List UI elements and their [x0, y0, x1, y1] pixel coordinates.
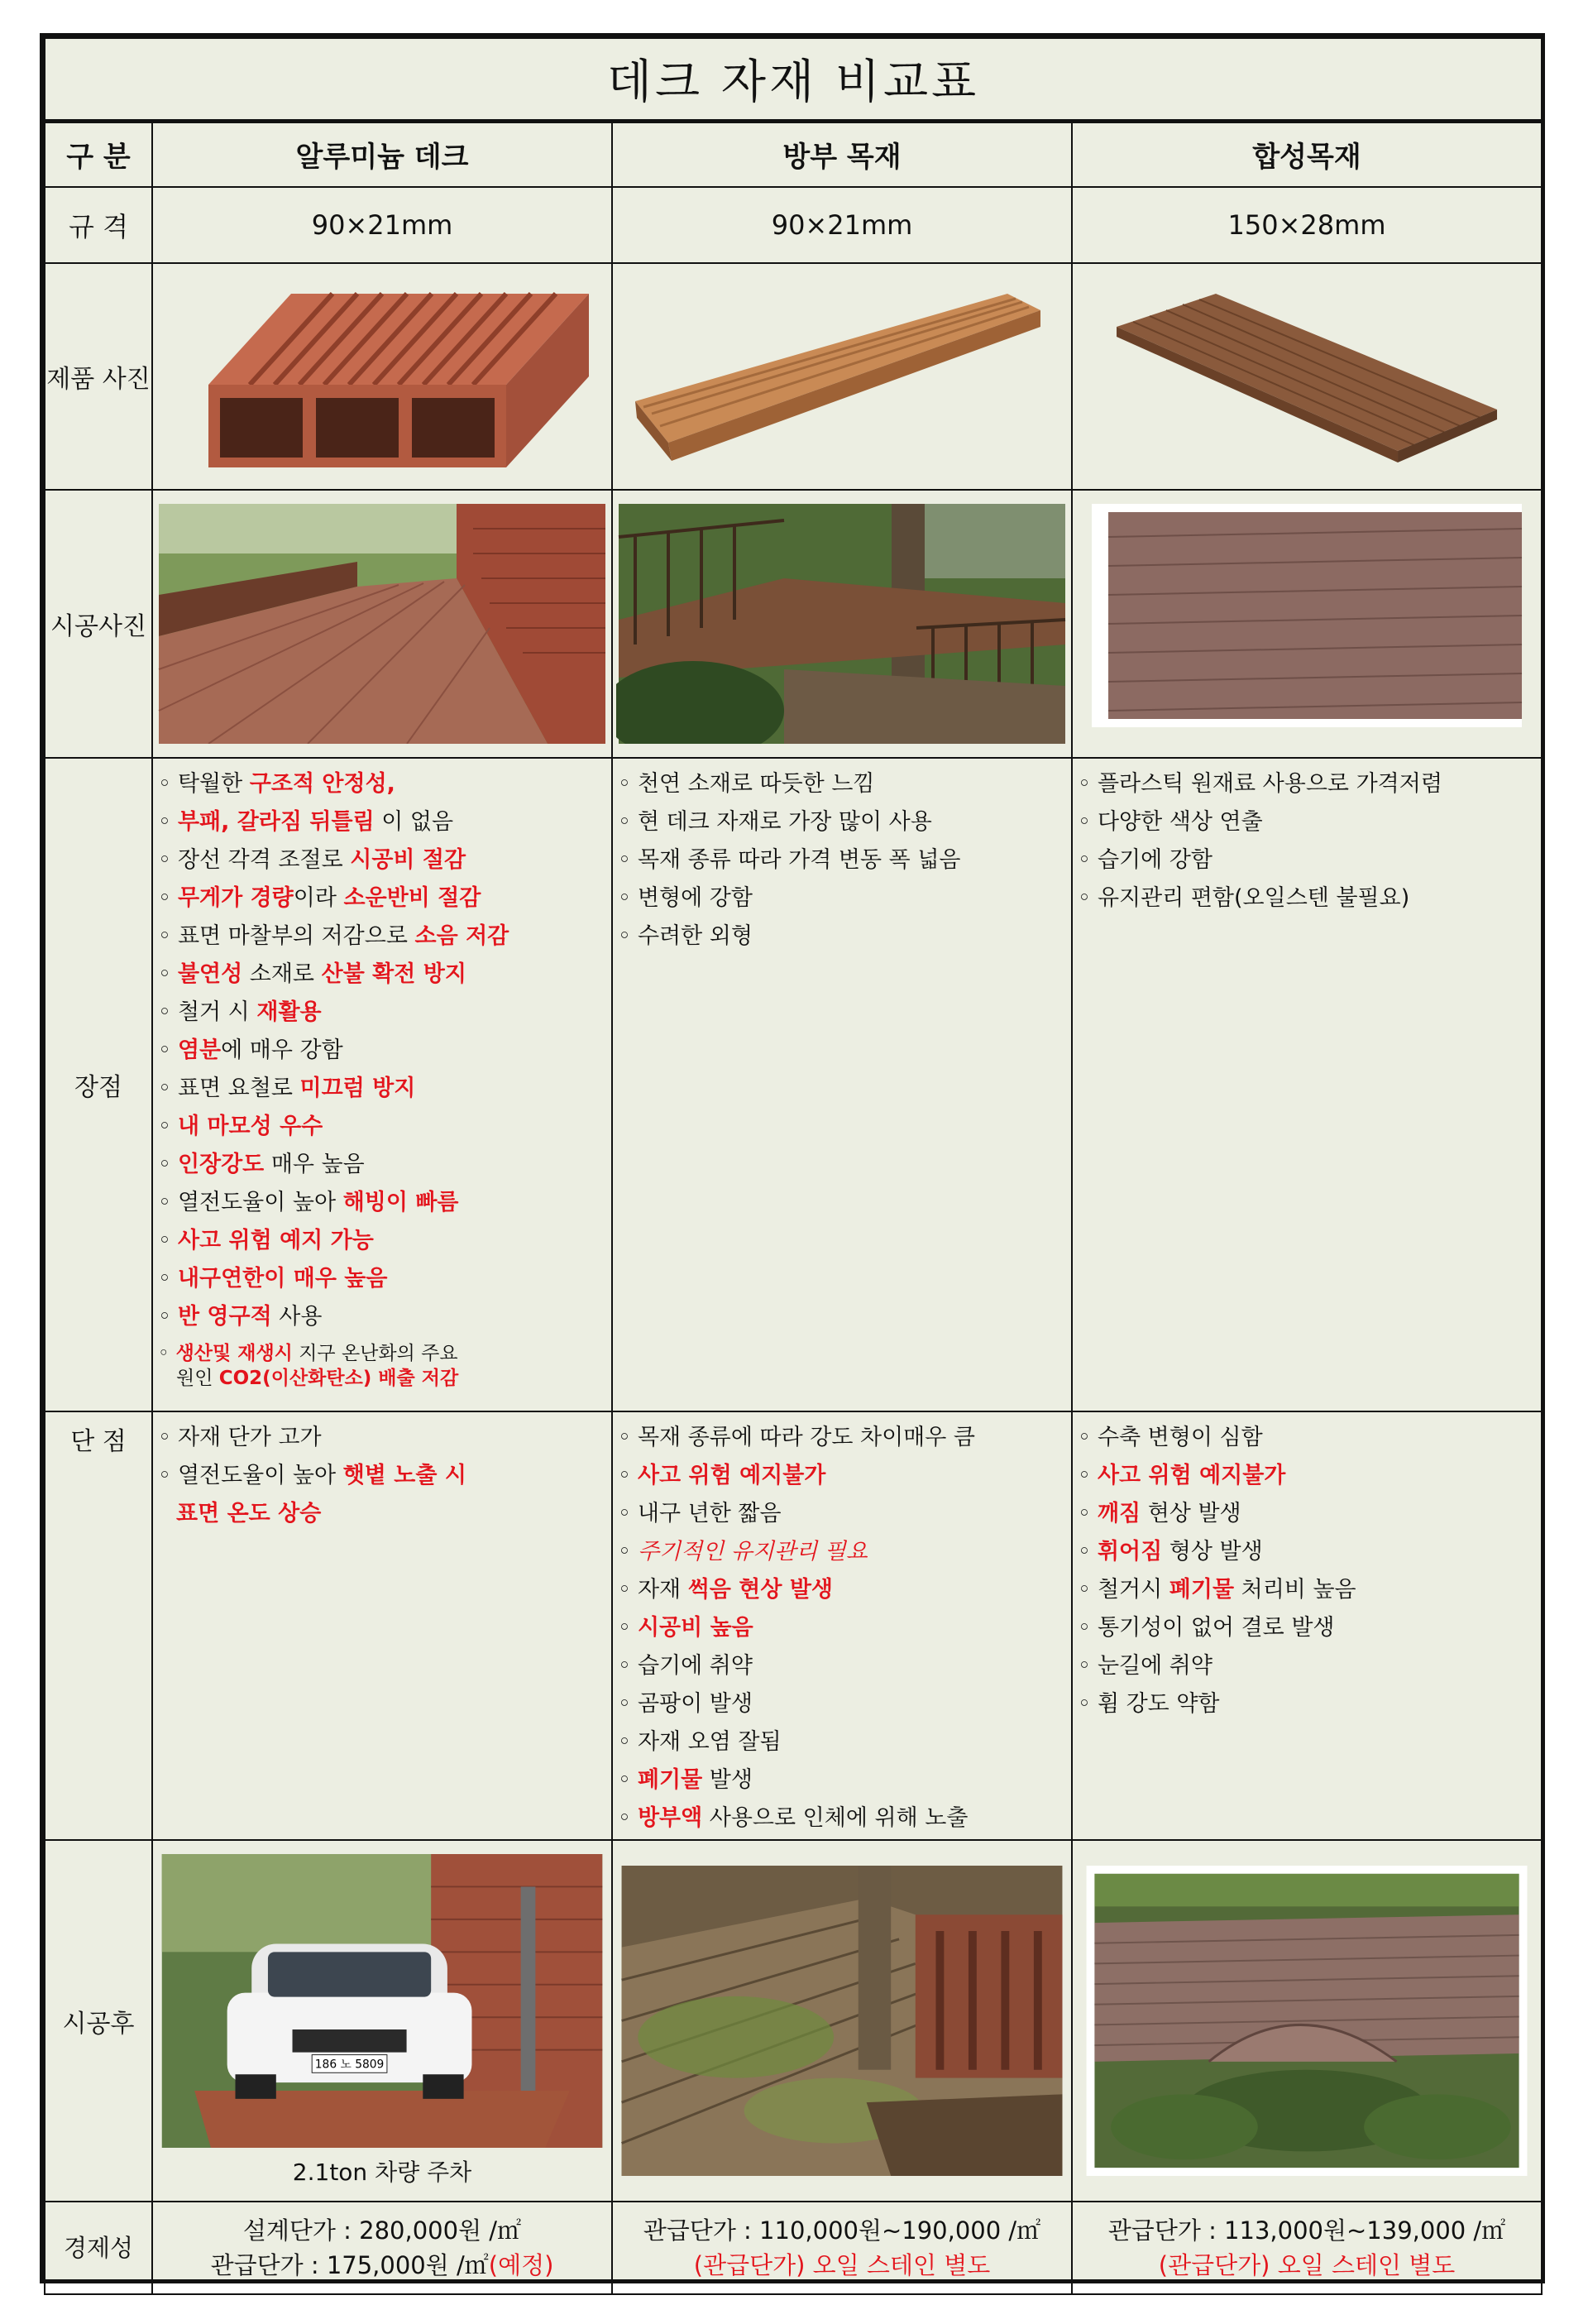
item-text: 장선 각격 조절로 — [177, 847, 351, 873]
item-text: 내구 년한 짧음 — [637, 1501, 782, 1526]
item-highlight: 미끄럼 방지 — [299, 1076, 416, 1101]
list-item — [1078, 1685, 1536, 1723]
list-item — [158, 879, 606, 918]
item-text: 목재 종류 따라 가격 변동 폭 넓음 — [637, 847, 961, 873]
cons-treated-wood — [612, 1411, 1072, 1840]
item-highlight: 깨짐 — [1097, 1501, 1141, 1526]
bullet-icon: ◦ — [618, 1767, 631, 1793]
aluminum-deck-installed-image — [156, 504, 608, 744]
composite-board-image — [1076, 277, 1538, 476]
item-highlight: 휘어짐 — [1097, 1539, 1163, 1565]
list-item — [618, 841, 1066, 879]
economy-composite — [1072, 2202, 1542, 2294]
bullet-icon: ◦ — [1078, 809, 1091, 835]
item-highlight: CO2(이산화탄소) 배출 저감 — [218, 1368, 459, 1389]
list-item — [158, 1419, 606, 1457]
list-item — [1078, 879, 1536, 918]
item-highlight: 불연성 — [177, 961, 243, 987]
item-text: 처리비 높음 — [1234, 1577, 1356, 1603]
list-item — [1078, 1419, 1536, 1457]
list-item — [1078, 1609, 1536, 1647]
bullet-icon: ◦ — [618, 1805, 631, 1831]
install-photo-label: 시공사진 — [45, 490, 152, 758]
economy-aluminum-design-price: 설계단가 : 280,000원 /㎡ — [242, 2216, 522, 2245]
bullet-icon: ◦ — [618, 1425, 631, 1450]
bullet-icon: ◦ — [1078, 1615, 1091, 1641]
treated-wood-installed-image — [616, 504, 1068, 744]
bullet-icon: ◦ — [158, 1152, 171, 1177]
bullet-icon: ◦ — [1078, 771, 1091, 797]
economy-aluminum-gov-price — [153, 2248, 611, 2283]
item-highlight: 폐기물 — [637, 1767, 703, 1793]
item-text: 사용으로 인체에 위해 노출 — [702, 1805, 969, 1831]
list-item — [158, 1336, 606, 1391]
economy-aluminum-gov-price-text: 관급단가 : 175,000원 /㎡ — [210, 2251, 489, 2279]
after-photo-treated-wood — [612, 1840, 1072, 2202]
item-text: 매우 높음 — [264, 1152, 365, 1177]
item-text: 휨 강도 약함 — [1097, 1691, 1220, 1717]
spec-aluminum: 90×21mm — [152, 187, 612, 263]
bullet-icon: ◦ — [158, 1425, 171, 1450]
list-item — [618, 765, 1066, 803]
economy-aluminum — [152, 2202, 612, 2294]
list-item — [618, 879, 1066, 918]
license-plate: 186 노 5809 — [314, 2058, 385, 2072]
bullet-icon: ◦ — [618, 847, 631, 873]
item-text: 탁월한 — [177, 771, 250, 797]
item-text: 철거 시 — [177, 999, 257, 1025]
treated-wood-plank-image — [616, 277, 1068, 476]
list-item — [618, 918, 1066, 956]
list-item — [1078, 765, 1536, 803]
item-text: 습기에 강함 — [1097, 847, 1213, 873]
list-item — [158, 956, 606, 994]
list-item — [158, 1184, 606, 1222]
item-highlight: 표면 온도 상승 — [176, 1501, 322, 1526]
product-photo-aluminum — [152, 263, 612, 490]
spec-label: 규 격 — [45, 187, 152, 263]
list-item — [158, 1457, 606, 1495]
item-highlight: 내구연한이 매우 높음 — [177, 1266, 388, 1291]
bullet-icon: ◦ — [1078, 1653, 1091, 1679]
product-photo-treated-wood — [612, 263, 1072, 490]
install-photo-composite — [1072, 490, 1542, 758]
install-photo-aluminum — [152, 490, 612, 758]
item-text: 천연 소재로 따듯한 느낌 — [637, 771, 875, 797]
pros-composite — [1072, 758, 1542, 1411]
economy-treated-wood — [612, 2202, 1072, 2294]
comparison-table — [44, 37, 1543, 2295]
item-highlight: 염분 — [177, 1037, 222, 1063]
item-text: 이 없음 — [374, 809, 454, 835]
item-highlight: 반 영구적 — [177, 1304, 272, 1330]
pros-composite-list — [1078, 765, 1536, 918]
bullet-icon: ◦ — [1078, 1463, 1091, 1488]
warped-composite-deck-image — [1076, 1866, 1538, 2176]
bullet-icon: ◦ — [158, 885, 171, 911]
bullet-icon: ◦ — [1078, 1539, 1091, 1565]
economy-aluminum-planned: (예정) — [488, 2251, 554, 2279]
bullet-icon: ◦ — [158, 961, 171, 987]
item-text: 원인 — [176, 1368, 219, 1389]
list-item-continuation — [158, 1495, 606, 1533]
bullet-icon: ◦ — [1078, 847, 1091, 873]
item-highlight: 해빙이 빠름 — [342, 1190, 459, 1215]
list-item — [158, 1222, 606, 1260]
list-item — [158, 841, 606, 879]
item-text: 현 데크 자재로 가장 많이 사용 — [637, 809, 932, 835]
item-highlight: 무게가 경량 — [177, 885, 294, 911]
item-highlight: 시공비 절감 — [350, 847, 466, 873]
bullet-icon: ◦ — [158, 999, 171, 1025]
item-highlight: 인장강도 — [177, 1152, 265, 1177]
item-text: 표면 마찰부의 저감으로 — [177, 923, 415, 949]
pros-treated-wood-list — [618, 765, 1066, 956]
bullet-icon: ◦ — [158, 1304, 171, 1330]
bullet-icon: ◦ — [618, 1653, 631, 1679]
item-text: 수축 변형이 심함 — [1097, 1425, 1263, 1450]
spec-treated-wood: 90×21mm — [612, 187, 1072, 263]
item-highlight: 폐기물 — [1169, 1577, 1235, 1603]
item-text: 현상 발생 — [1141, 1501, 1241, 1526]
item-highlight: 썩음 현상 발생 — [687, 1577, 833, 1603]
list-item — [158, 918, 606, 956]
item-highlight-italic: 주기적인 유지관리 필요 — [637, 1539, 868, 1565]
list-item — [1078, 1571, 1536, 1609]
item-highlight: 햇볕 노출 시 — [342, 1463, 466, 1488]
cons-label: 단 점 — [45, 1411, 152, 1840]
bullet-icon: ◦ — [1078, 1425, 1091, 1450]
list-item — [158, 1070, 606, 1108]
item-highlight: 산불 확전 방지 — [321, 961, 466, 987]
item-highlight: 소운반비 절감 — [343, 885, 481, 911]
bullet-icon: ◦ — [158, 1463, 171, 1488]
bullet-icon: ◦ — [158, 771, 171, 797]
list-item — [158, 1260, 606, 1298]
cons-composite — [1072, 1411, 1542, 1840]
list-item — [158, 1032, 606, 1070]
item-highlight: 내 마모성 우수 — [177, 1114, 323, 1139]
aluminum-deck-profile-image — [156, 277, 608, 476]
bullet-icon: ◦ — [1078, 1577, 1091, 1603]
list-item — [1078, 841, 1536, 879]
item-text: 발생 — [702, 1767, 753, 1793]
item-text: 습기에 취약 — [637, 1653, 753, 1679]
after-caption-aluminum: 2.1ton 차량 주차 — [292, 2159, 472, 2186]
list-item — [618, 1419, 1066, 1457]
list-item — [1078, 1533, 1536, 1571]
item-highlight: 방부액 — [637, 1805, 703, 1831]
list-item — [1078, 803, 1536, 841]
item-highlight: 재활용 — [256, 999, 322, 1025]
item-highlight: 구조적 안정성, — [249, 771, 395, 797]
item-text: 형상 발생 — [1162, 1539, 1263, 1565]
cons-aluminum-list — [158, 1419, 606, 1533]
list-item — [618, 1723, 1066, 1761]
comparison-sheet — [40, 33, 1545, 2283]
item-text: 자재 단가 고가 — [177, 1425, 322, 1450]
bullet-icon: ◦ — [618, 885, 631, 911]
item-text: 수려한 외형 — [637, 923, 753, 949]
page-title: 데크 자재 비교표 — [45, 38, 1542, 121]
product-photo-composite — [1072, 263, 1542, 490]
pros-label: 장점 — [45, 758, 152, 1411]
bullet-icon: ◦ — [1078, 885, 1091, 911]
item-text: 눈길에 취약 — [1097, 1653, 1213, 1679]
economy-composite-note: (관급단가) 오일 스테인 별도 — [1158, 2251, 1456, 2279]
list-item — [158, 994, 606, 1032]
item-text: 변형에 강함 — [637, 885, 753, 911]
item-highlight: 사고 위험 예지 가능 — [177, 1228, 374, 1253]
list-item — [618, 1647, 1066, 1685]
bullet-icon: ◦ — [158, 1266, 171, 1291]
bullet-icon: ◦ — [158, 923, 171, 949]
bullet-icon: ◦ — [618, 1577, 631, 1603]
list-item — [158, 1146, 606, 1184]
bullet-icon: ◦ — [618, 1463, 631, 1488]
pros-aluminum — [152, 758, 612, 1411]
list-item — [158, 765, 606, 803]
bullet-icon: ◦ — [158, 1076, 171, 1101]
list-item — [618, 1571, 1066, 1609]
list-item — [618, 1685, 1066, 1723]
item-highlight: 부패, 갈라짐 뒤틀림 — [177, 809, 375, 835]
parked-car-on-deck-image — [156, 1854, 608, 2148]
bullet-icon: ◦ — [618, 1615, 631, 1641]
item-text: 목재 종류에 따라 강도 차이매우 큼 — [637, 1425, 975, 1450]
item-highlight: 사고 위험 예지불가 — [1097, 1463, 1286, 1488]
item-text: 열전도율이 높아 — [177, 1190, 343, 1215]
item-text: 자재 — [637, 1577, 688, 1603]
after-photo-composite — [1072, 1840, 1542, 2202]
bullet-icon: ◦ — [618, 771, 631, 797]
item-text: 플라스틱 원재료 사용으로 가격저렴 — [1097, 771, 1442, 797]
product-photo-label: 제품 사진 — [45, 263, 152, 490]
cons-treated-wood-list — [618, 1419, 1066, 1838]
bullet-icon: ◦ — [158, 847, 171, 873]
item-text: 자재 오염 잘됨 — [637, 1729, 782, 1755]
bullet-icon: ◦ — [1078, 1691, 1091, 1717]
bullet-icon: ◦ — [618, 1691, 631, 1717]
list-item — [158, 1108, 606, 1146]
header-composite: 합성목재 — [1072, 121, 1542, 187]
item-text: 지구 온난화의 주요 — [292, 1343, 458, 1364]
item-text: 통기성이 없어 결로 발생 — [1097, 1615, 1335, 1641]
item-highlight: 생산및 재생시 — [175, 1343, 293, 1364]
economy-label: 경제성 — [45, 2202, 152, 2294]
list-item — [618, 1609, 1066, 1647]
bullet-icon: ◦ — [158, 1114, 171, 1139]
bullet-icon: ◦ — [1078, 1501, 1091, 1526]
item-text: 다양한 색상 연출 — [1097, 809, 1263, 835]
item-text: 열전도율이 높아 — [177, 1463, 343, 1488]
item-text: 이라 — [293, 885, 344, 911]
economy-composite-price: 관급단가 : 113,000원~139,000 /㎡ — [1107, 2216, 1506, 2245]
list-item — [158, 803, 606, 841]
item-highlight: 시공비 높음 — [637, 1615, 753, 1641]
cons-aluminum — [152, 1411, 612, 1840]
list-item — [158, 1298, 606, 1336]
rotted-wood-deck-image — [616, 1866, 1068, 2176]
install-photo-treated-wood — [612, 490, 1072, 758]
bullet-icon: ◦ — [618, 923, 631, 949]
bullet-icon: ◦ — [618, 1539, 631, 1565]
item-text: 표면 요철로 — [177, 1076, 300, 1101]
item-text: 사용 — [271, 1304, 323, 1330]
composite-deck-installed-image — [1076, 504, 1538, 744]
item-text: 곰팡이 발생 — [637, 1691, 753, 1717]
bullet-icon: ◦ — [158, 809, 171, 835]
header-treated-wood: 방부 목재 — [612, 121, 1072, 187]
item-highlight: 소음 저감 — [414, 923, 509, 949]
bullet-icon: ◦ — [158, 1343, 170, 1364]
cons-composite-list — [1078, 1419, 1536, 1723]
list-item — [1078, 1647, 1536, 1685]
bullet-icon: ◦ — [618, 1501, 631, 1526]
list-item — [618, 1761, 1066, 1799]
pros-treated-wood — [612, 758, 1072, 1411]
bullet-icon: ◦ — [618, 1729, 631, 1755]
economy-treated-wood-note: (관급단가) 오일 스테인 별도 — [693, 2251, 991, 2279]
list-item — [618, 1495, 1066, 1533]
bullet-icon: ◦ — [618, 809, 631, 835]
header-aluminum: 알루미늄 데크 — [152, 121, 612, 187]
list-item — [618, 1799, 1066, 1838]
economy-treated-wood-price: 관급단가 : 110,000원~190,000 /㎡ — [643, 2216, 1041, 2245]
item-text: 에 매우 강함 — [221, 1037, 343, 1063]
list-item — [618, 803, 1066, 841]
bullet-icon: ◦ — [158, 1228, 171, 1253]
list-item — [618, 1457, 1066, 1495]
list-item — [618, 1533, 1066, 1571]
pros-aluminum-list — [158, 765, 606, 1391]
list-item — [1078, 1495, 1536, 1533]
item-text: 소재로 — [242, 961, 322, 987]
item-highlight: 사고 위험 예지불가 — [637, 1463, 826, 1488]
after-label: 시공후 — [45, 1840, 152, 2202]
header-label: 구 분 — [45, 121, 152, 187]
after-photo-aluminum — [152, 1840, 612, 2202]
bullet-icon: ◦ — [158, 1190, 171, 1215]
item-text: 유지관리 편함(오일스텐 불필요) — [1097, 885, 1410, 911]
bullet-icon: ◦ — [158, 1037, 171, 1063]
spec-composite: 150×28mm — [1072, 187, 1542, 263]
item-text: 철거시 — [1097, 1577, 1169, 1603]
list-item — [1078, 1457, 1536, 1495]
